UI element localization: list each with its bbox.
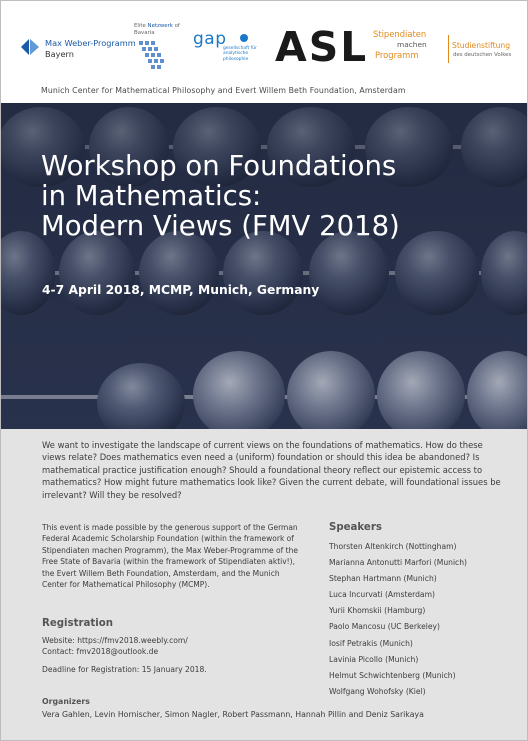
- max-weber-label: Max Weber-Programm: [45, 38, 136, 48]
- logo-divider: [448, 35, 449, 63]
- organizers-names: Vera Gahlen, Levin Hornischer, Simon Nagler, Robert Passmann, Hannah Pillin and Deniz Sarikaya: [42, 710, 424, 719]
- gap-sublabel: gesellschaft für analytische philosophie: [223, 46, 257, 62]
- speaker-item: Luca Incurvati (Amsterdam): [329, 590, 435, 600]
- registration-website: Website: https://fmv2018.weebly.com/: [42, 636, 188, 645]
- gap-logo: [193, 29, 263, 69]
- asl-logo: [273, 23, 365, 67]
- max-weber-sublabel: Bayern: [45, 49, 74, 59]
- studienstiftung-sublabel: des deutschen Volkes: [453, 52, 512, 58]
- stipendiaten-line1: Stipendiaten: [373, 29, 427, 39]
- speaker-item: Helmut Schwichtenberg (Munich): [329, 670, 456, 680]
- speaker-item: Lavinia Picollo (Munich): [329, 654, 419, 664]
- studienstiftung-label: Studienstiftung: [452, 41, 511, 50]
- title-line: Workshop on Foundations: [41, 150, 397, 182]
- registration-heading: Registration: [42, 618, 113, 629]
- left-column: [42, 522, 302, 674]
- studienstiftung-logo: [448, 41, 518, 71]
- speaker-item: Thorsten Altenkirch (Nottingham): [329, 542, 457, 551]
- speaker-item: Wolfgang Wohofsky (Kiel): [329, 686, 426, 696]
- hero-banner: [1, 103, 528, 429]
- max-weber-logo: [19, 33, 136, 63]
- speakers-column: [329, 522, 519, 700]
- stipendiaten-line2: machen: [397, 40, 427, 49]
- elite-network-logo: [134, 23, 180, 73]
- svg-text:ASL: ASL: [275, 23, 365, 67]
- title-line: in Mathematics:: [41, 180, 262, 212]
- speaker-item: Yurii Khomskii (Hamburg): [329, 606, 426, 616]
- registration-deadline: Deadline for Registration: 15 January 2018.: [42, 665, 207, 674]
- stipendiaten-logo: [373, 29, 443, 63]
- organizers-heading: Organizers: [42, 697, 90, 706]
- stipendiaten-line3: Programm: [375, 50, 419, 60]
- organizing-institutions: Munich Center for Mathematical Philosophy and Evert Willem Beth Foundation, Amsterdam: [41, 86, 406, 95]
- event-date-location: 4-7 April 2018, MCMP, Munich, Germany: [42, 283, 320, 297]
- speaker-item: Iosif Petrakis (Munich): [329, 638, 413, 648]
- speaker-item: Marianna Antonutti Marfori (Munich): [329, 558, 468, 568]
- max-weber-icon: [19, 35, 41, 57]
- elite-network-icon: [137, 39, 177, 71]
- details-section: [1, 429, 528, 741]
- support-paragraph: This event is made possible by the generous support of the German Federal Academic Scholarship Foundation (within the framework of Stipendiaten machen Programm), the Max Weber-Programme of the Free State of Bavaria (within the framework of Stipendiaten aktiv!), the Evert Willem Beth Foundation, Amsterdam, and the Munich Center for Mathematical Philosophy (MCMP).: [42, 523, 298, 590]
- title-line: Modern Views (FMV 2018): [41, 210, 400, 242]
- speakers-heading: Speakers: [329, 522, 382, 533]
- speaker-item: Paolo Mancosu (UC Berkeley): [329, 622, 441, 632]
- gap-dot-icon: [240, 34, 248, 42]
- registration-contact: Contact: fmv2018@outlook.de: [42, 647, 159, 656]
- workshop-title: [41, 151, 511, 241]
- elite-network-label: Elite Netzwerk of Bavaria: [134, 23, 180, 36]
- speaker-item: Stephan Hartmann (Munich): [329, 574, 437, 584]
- asl-wordmark: [273, 23, 365, 67]
- sponsor-logos: [1, 1, 528, 83]
- gap-label: gap: [193, 29, 227, 49]
- intro-paragraph: We want to investigate the landscape of current views on the foundations of mathematics. How do these views relate? Does mathematics even need a (uniform) foundation or should this idea be abandoned? Is mathematical practice justification enough? Should a foundational theory reflect our epistemic access to mathematics? How might future mathematics look like? Given the current debate, will foundational issues be irrelevant? Will they be resolved?: [42, 440, 501, 500]
